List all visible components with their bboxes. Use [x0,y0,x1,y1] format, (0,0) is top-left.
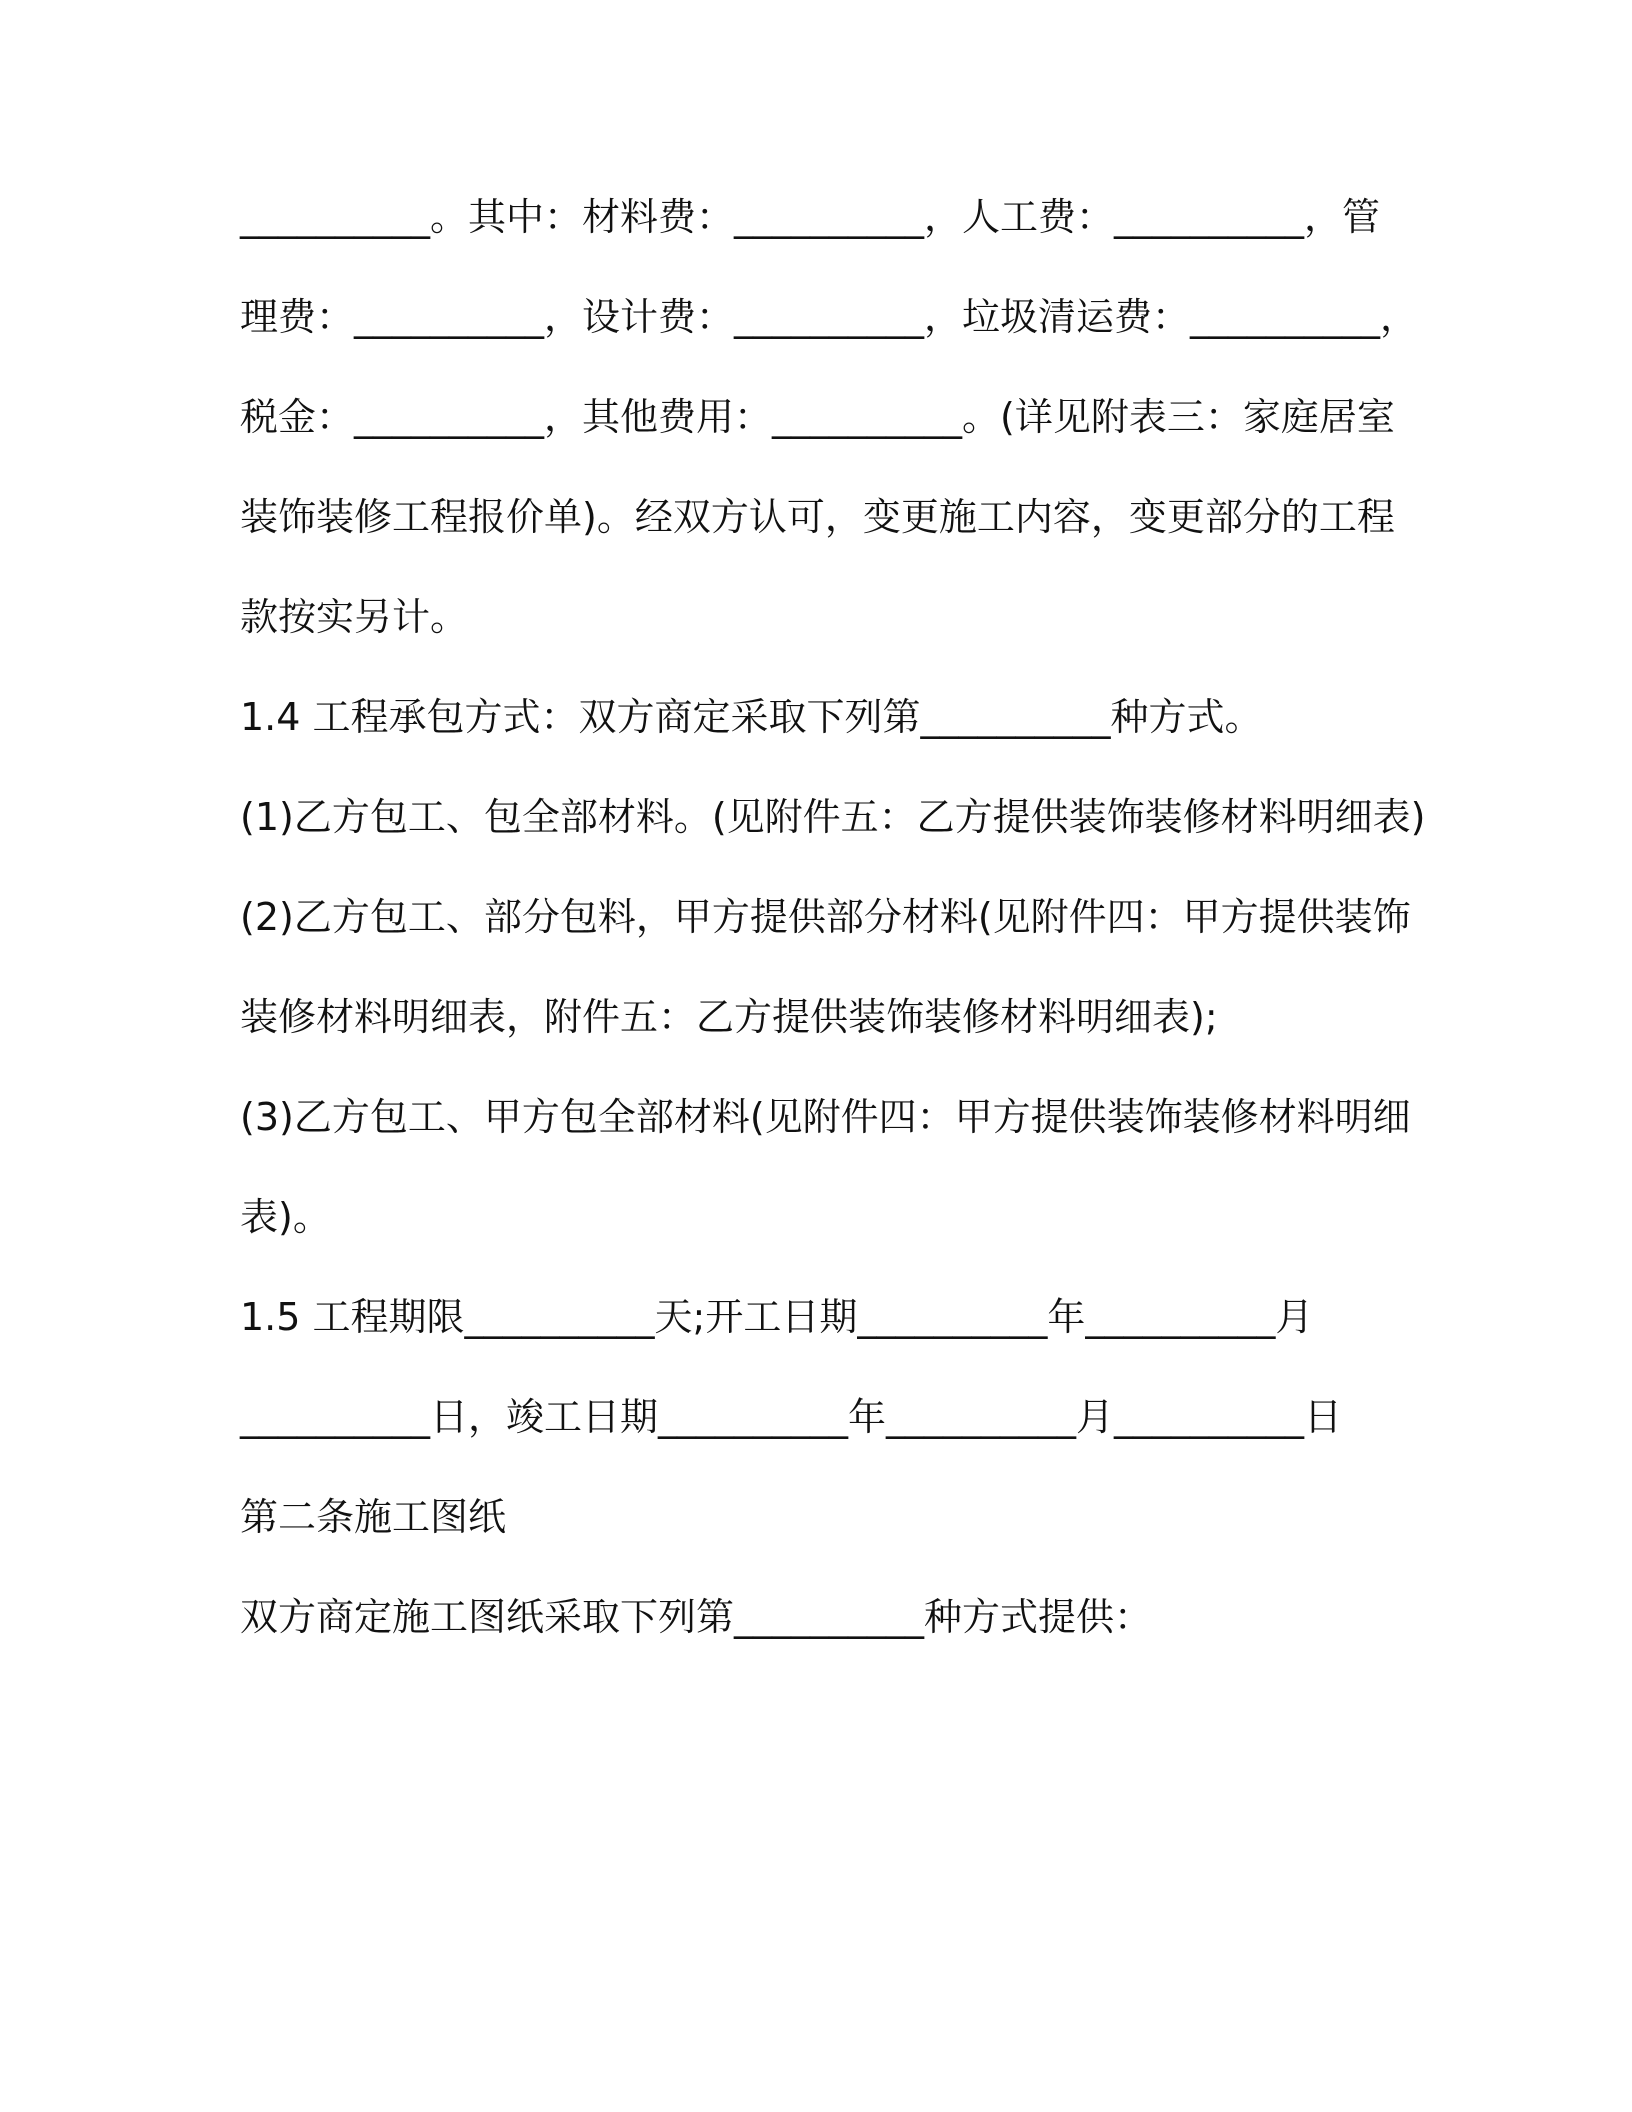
text-line-2: 理费：__________，设计费：__________，垃圾清运费：__________， [240,295,1419,339]
option-1-line: (1)乙方包工、包全部材料。(见附件五：乙方提供装饰装修材料明细表) [240,795,1426,839]
option-2-line-2: 装修材料明细表，附件五：乙方提供装饰装修材料明细表); [240,995,1218,1039]
section-1-4-heading: 1.4 工程承包方式：双方商定采取下列第__________种方式。 [240,695,1263,739]
option-3-line-2: 表)。 [240,1195,331,1239]
text-line-5: 款按实另计。 [240,595,469,639]
text-line-4: 装饰装修工程报价单)。经双方认可，变更施工内容，变更部分的工程 [240,495,1395,539]
text-line-3: 税金：__________，其他费用：__________。(详见附表三：家庭居室 [240,395,1395,439]
article-2-heading: 第二条施工图纸 [240,1495,507,1539]
article-2-text: 双方商定施工图纸采取下列第__________种方式提供： [240,1595,1153,1639]
option-2-line-1: (2)乙方包工、部分包料，甲方提供部分材料(见附件四：甲方提供装饰 [240,895,1411,939]
text-line-1: __________。其中：材料费：__________，人工费：__________，管 [240,195,1381,239]
section-1-5-line-1: 1.5 工程期限__________天;开工日期__________年__________月 [240,1295,1314,1339]
section-1-5-line-2: __________日，竣工日期__________年__________月__________日 [240,1395,1343,1439]
option-3-line-1: (3)乙方包工、甲方包全部材料(见附件四：甲方提供装饰装修材料明细 [240,1095,1411,1139]
